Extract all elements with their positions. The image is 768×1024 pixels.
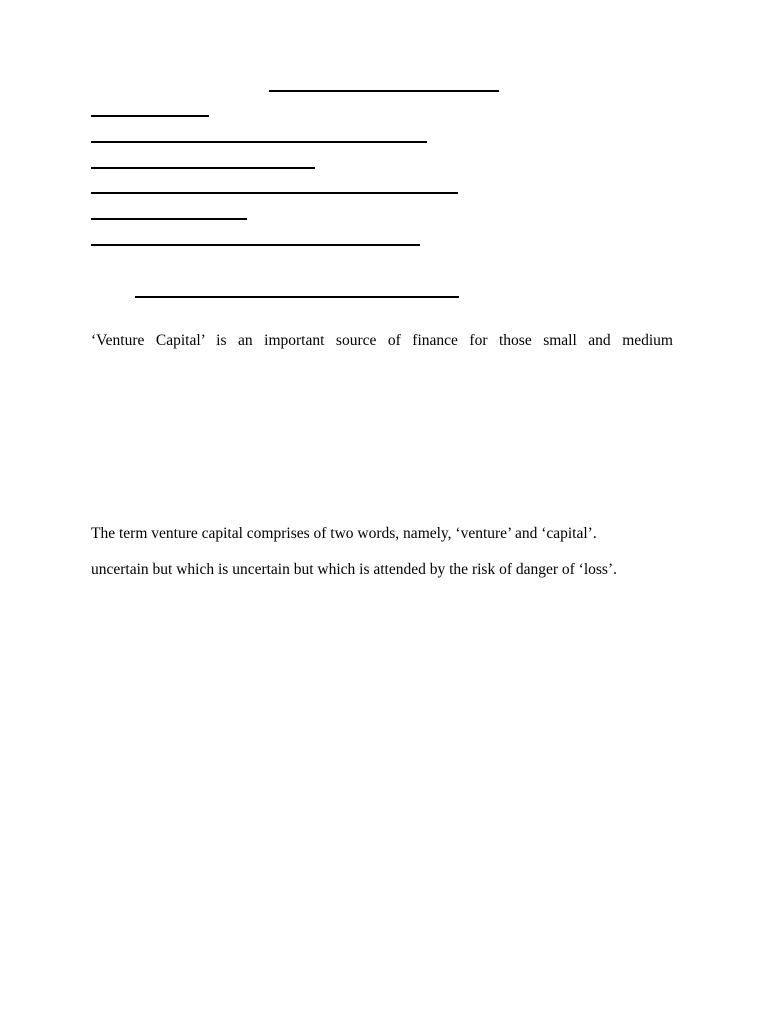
redacted-line-3 <box>91 167 315 169</box>
paragraph-venture-capital-intro: ‘Venture Capital’ is an important source of finance for those small and medium <box>91 332 673 349</box>
redacted-line-1 <box>91 115 209 117</box>
redacted-line-2 <box>91 141 427 143</box>
redacted-title-line <box>269 90 499 92</box>
redacted-line-4 <box>91 192 458 194</box>
paragraph-uncertainty-loss: uncertain but which is uncertain but which is attended by the risk of danger of ‘loss’. <box>91 561 618 578</box>
paragraph-term-definition: The term venture capital comprises of two words, namely, ‘venture’ and ‘capital’. <box>91 525 597 542</box>
redacted-line-5 <box>91 218 247 220</box>
redacted-line-6 <box>91 244 420 246</box>
redacted-heading-line <box>135 296 459 298</box>
